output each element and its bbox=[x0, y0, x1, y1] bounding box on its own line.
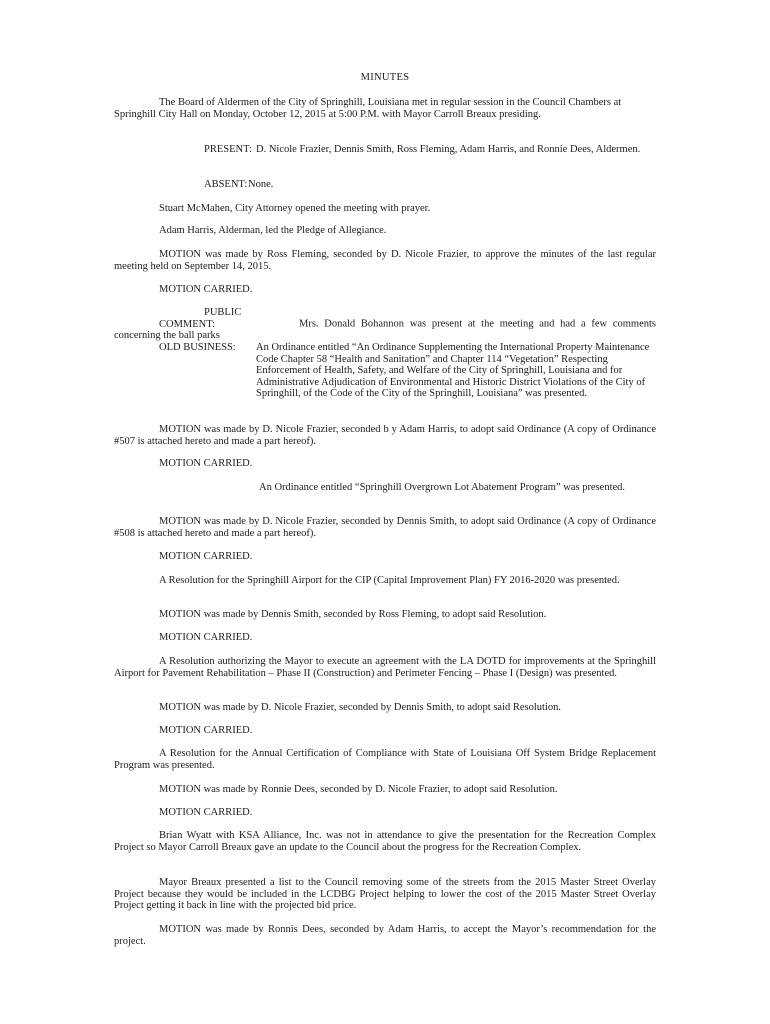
recreation-complex-paragraph: Brian Wyatt with KSA Alliance, Inc. was not in attendance to give the presentation for the Recreation Complex Project so Mayor Carroll Breaux gave an update to the Council about the progress for the Recreation Complex. bbox=[114, 830, 656, 853]
motion-dotd-paragraph: MOTION was made by D. Nicole Frazier, seconded by Dennis Smith, to adopt said Resolution. bbox=[159, 702, 562, 713]
pledge-paragraph: Adam Harris, Alderman, led the Pledge of Allegiance. bbox=[159, 225, 387, 236]
motion-ordinance-508-paragraph: MOTION was made by D. Nicole Frazier, seconded by Dennis Smith, to adopt said Ordinance (A copy of Ordinance #508 is attached hereto and made a part hereof). bbox=[114, 516, 656, 539]
present-label: PRESENT: bbox=[204, 144, 252, 155]
absent-label: ABSENT: bbox=[204, 179, 248, 190]
present-text: D. Nicole Frazier, Dennis Smith, Ross Fleming, Adam Harris, and Ronnie Dees, Aldermen. bbox=[256, 144, 641, 155]
airport-cip-paragraph: A Resolution for the Springhill Airport for the CIP (Capital Improvement Plan) FY 2016-2020 was presented. bbox=[159, 575, 620, 586]
motion-bridge-paragraph: MOTION was made by Ronnie Dees, seconded by D. Nicole Frazier, to adopt said Resolution. bbox=[159, 784, 558, 795]
motion-ordinance-507-paragraph: MOTION was made by D. Nicole Frazier, seconded b y Adam Harris, to adopt said Ordinance (A copy of Ordinance #507 is attached hereto and made a part hereof). bbox=[114, 424, 656, 447]
prayer-paragraph: Stuart McMahen, City Attorney opened the meeting with prayer. bbox=[159, 203, 431, 214]
absent-paragraph bbox=[114, 179, 656, 191]
public-comment-paragraph bbox=[114, 307, 656, 342]
motion-carried-2: MOTION CARRIED. bbox=[159, 458, 253, 469]
motion-carried-6: MOTION CARRIED. bbox=[159, 807, 253, 818]
old-business-text: An Ordinance entitled “An Ordinance Supplementing the International Property Maintenance Code Chapter 58 “Health and Sanitation” and Chapter 114 “Vegetation” Respecting Enforcement of Health, Safety, and Welfare of the City of Springhill, Louisiana and for Administrative Adjudication of Environmental and Historic District Violations of the City of Springhill, of the Code of the City of the Springhill, Louisiana” was presented. bbox=[256, 342, 650, 400]
public-comment-text: Mrs. Donald Bohannon was present at the meeting and had a few comments concerning the ball parks bbox=[114, 318, 656, 342]
bridge-resolution-paragraph: A Resolution for the Annual Certification of Compliance with State of Louisiana Off System Bridge Replacement Program was presented. bbox=[114, 748, 656, 771]
la-dotd-resolution-paragraph: A Resolution authorizing the Mayor to execute an agreement with the LA DOTD for improvements at the Springhill Airport for Pavement Rehabilitation – Phase II (Construction) and Perimeter Fencing – Phase I (Design) was presented. bbox=[114, 656, 656, 679]
motion-carried-4: MOTION CARRIED. bbox=[159, 632, 253, 643]
intro-paragraph: The Board of Aldermen of the City of Springhill, Louisiana met in regular session in the Council Chambers at Springhill City Hall on Monday, October 12, 2015 at 5:00 P.M. with Mayor Carroll Breaux presiding. bbox=[114, 97, 622, 120]
motion-airport-paragraph: MOTION was made by Dennis Smith, seconded by Ross Fleming, to adopt said Resolution. bbox=[159, 609, 547, 620]
motion-carried-5: MOTION CARRIED. bbox=[159, 725, 253, 736]
old-business-label: OLD BUSINESS: bbox=[159, 342, 236, 353]
motion-minutes-paragraph: MOTION was made by Ross Fleming, seconded by D. Nicole Frazier, to approve the minutes of the last regular meeting held on September 14, 2015. bbox=[114, 249, 656, 272]
street-overlay-paragraph: Mayor Breaux presented a list to the Council removing some of the streets from the 2015 Master Street Overlay Project because they would be included in the LCDBG Project helping to lower the cost of the 2015 Master Street Overlay Project getting it back in line with the projected bid price. bbox=[114, 877, 656, 912]
document-title: MINUTES bbox=[360, 72, 410, 83]
public-comment-label: PUBLIC COMMENT: bbox=[159, 307, 242, 330]
motion-carried-3: MOTION CARRIED. bbox=[159, 551, 253, 562]
overgrown-ordinance-paragraph: An Ordinance entitled “Springhill Overgrown Lot Abatement Program” was presented. bbox=[259, 482, 626, 493]
motion-carried-1: MOTION CARRIED. bbox=[159, 284, 253, 295]
present-paragraph bbox=[114, 144, 656, 156]
absent-text: None. bbox=[248, 179, 274, 190]
motion-overlay-paragraph: MOTION was made by Ronnis Dees, seconded by Adam Harris, to accept the Mayor’s recommendation for the project. bbox=[114, 924, 656, 947]
